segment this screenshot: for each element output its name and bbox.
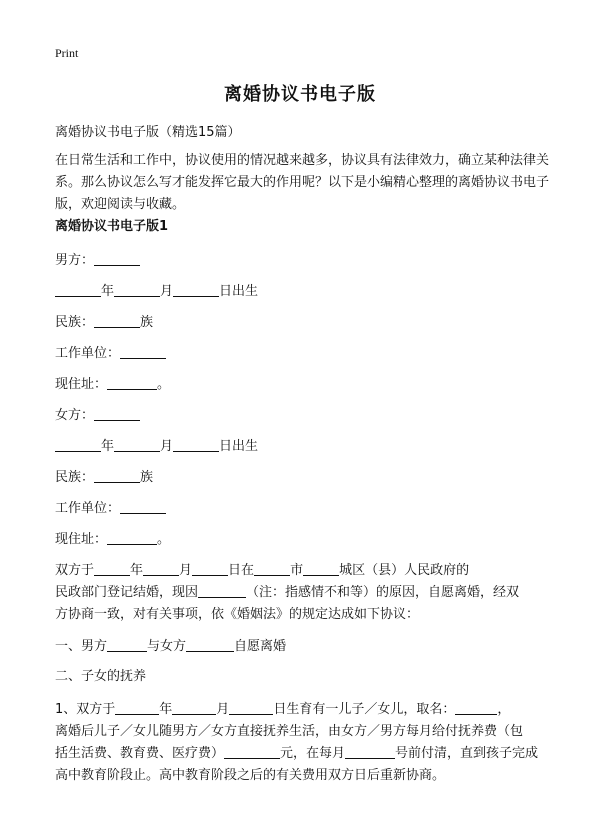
blank-line [107, 375, 157, 390]
blank-line [114, 437, 160, 452]
month-label: 月 [160, 284, 174, 299]
blank-line [55, 437, 101, 452]
blank-line [173, 282, 219, 297]
blank-line [455, 700, 497, 715]
text: 市 [290, 563, 304, 578]
item-divorce [55, 636, 550, 658]
blank-line [115, 700, 159, 715]
blank-line [254, 561, 290, 576]
item-child-heading: 二、子女的抚养 [55, 669, 147, 684]
work-label: 工作单位： [55, 346, 121, 361]
text: ， [497, 702, 511, 717]
text: （注：指感情不和等）的原因，自愿离婚，经双 [246, 585, 520, 600]
text: 年 [159, 702, 173, 717]
blank-line [173, 437, 219, 452]
born-label: 日出生 [219, 284, 259, 299]
blank-line [94, 406, 140, 421]
blank-line [107, 637, 147, 652]
text: 双方于 [55, 563, 95, 578]
ethnic-suffix: 族 [140, 470, 154, 485]
blank-line [94, 251, 140, 266]
marriage-para-line1 [55, 560, 550, 582]
blank-line [120, 344, 166, 359]
text: 城区（县）人民政府的 [339, 563, 470, 578]
blank-line [198, 583, 246, 598]
blank-line [143, 561, 179, 576]
text: 元，在每月 [280, 746, 346, 761]
child-para-line3 [55, 743, 550, 765]
blank-line [114, 282, 160, 297]
blank-line [345, 744, 395, 759]
blank-line [94, 313, 140, 328]
marriage-para-line3: 方协商一致，对有关事项，依《婚姻法》的规定达成如下协议： [55, 607, 420, 622]
blank-line [192, 561, 228, 576]
document-title: 离婚协议书电子版 [224, 84, 376, 105]
text: 月 [179, 563, 193, 578]
marriage-para-line2 [55, 582, 550, 604]
blank-line [94, 468, 140, 483]
document-subtitle: 离婚协议书电子版（精选15篇） [55, 125, 241, 140]
female-line [55, 405, 550, 427]
section-heading: 离婚协议书电子版1 [55, 219, 169, 234]
blank-line [172, 700, 216, 715]
male-address-line [55, 374, 550, 396]
text: 与女方 [147, 639, 187, 654]
blank-line [186, 637, 234, 652]
text: 日在 [228, 563, 255, 578]
text: 一、男方 [55, 639, 108, 654]
intro-paragraph: 在日常生活和工作中，协议使用的情况越来越多，协议具有法律效力，确立某种法律关系。那么协议怎么写才能发挥它最大的作用呢？以下是小编精心整理的离婚协议书电子版，欢迎阅读与收藏。 [55, 153, 550, 212]
child-para-line4: 高中教育阶段止。高中教育阶段之后的有关费用双方日后重新协商。 [55, 768, 446, 783]
blank-line [224, 744, 280, 759]
text: 1、双方于 [55, 702, 116, 717]
text: 月 [216, 702, 230, 717]
male-work-line [55, 343, 550, 365]
female-work-line [55, 498, 550, 520]
year-label: 年 [101, 439, 115, 454]
female-address-line [55, 529, 550, 551]
female-ethnic-line [55, 467, 550, 489]
male-birth-line [55, 281, 550, 303]
year-label: 年 [101, 284, 115, 299]
blank-line [107, 530, 157, 545]
text: 自愿离婚 [234, 639, 287, 654]
blank-line [120, 499, 166, 514]
child-para-line1 [55, 699, 550, 721]
ethnic-suffix: 族 [140, 315, 154, 330]
born-label: 日出生 [219, 439, 259, 454]
address-label: 现住址： [55, 532, 108, 547]
text: 年 [130, 563, 144, 578]
print-label: Print [55, 46, 79, 60]
text: 号前付清，直到孩子完成 [395, 746, 539, 761]
male-line [55, 250, 550, 272]
female-birth-line [55, 436, 550, 458]
male-label: 男方： [55, 253, 95, 268]
blank-line [55, 282, 101, 297]
text: 日生育有一儿子／女儿，取名： [273, 702, 456, 717]
male-ethnic-line [55, 312, 550, 334]
blank-line [303, 561, 339, 576]
child-para-line2: 离婚后儿子／女儿随男方／女方直接抚养生活，由女方／男方每月给付抚养费（包 [55, 724, 524, 739]
address-label: 现住址： [55, 377, 108, 392]
period: 。 [157, 532, 171, 547]
blank-line [94, 561, 130, 576]
text: 括生活费、教育费、医疗费） [55, 746, 225, 761]
text: 民政部门登记结婚，现因 [55, 585, 199, 600]
month-label: 月 [160, 439, 174, 454]
blank-line [229, 700, 273, 715]
period: 。 [157, 377, 171, 392]
female-label: 女方： [55, 408, 95, 423]
ethnic-label: 民族： [55, 470, 95, 485]
work-label: 工作单位： [55, 501, 121, 516]
ethnic-label: 民族： [55, 315, 95, 330]
